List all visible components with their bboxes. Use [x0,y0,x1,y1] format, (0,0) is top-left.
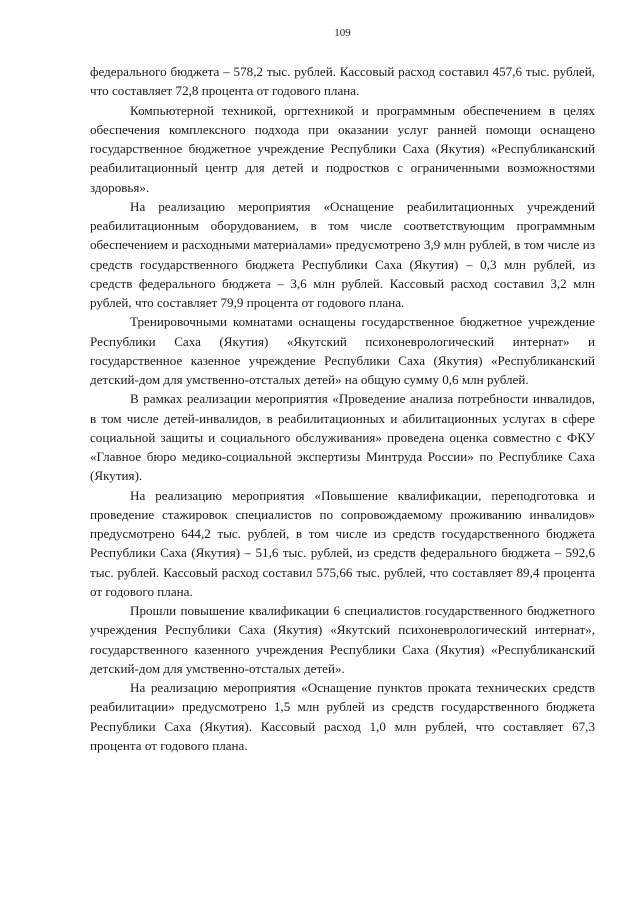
paragraph-qualification-funding: На реализацию мероприятия «Повышение квалификации, переподготовка и проведение стажировок специалистов по сопровождаемому проживанию инвалидов» предусмотрено 644,2 тыс. рублей, в том числе из средств государственного бюджета Республики Саха (Якутия) – 51,6 тыс. рублей, из средств федерального бюджета – 592,6 тыс. рублей. Кассовый расход составил 575,66 тыс. рублей, что составляет 89,4 процента от годового плана. [90,487,595,599]
paragraph-computer-equipment: Компьютерной техникой, оргтехникой и программным обеспечением в целях обеспечения комплексного подхода при оказании услуг ранней помощи оснащено государственное бюджетное учреждение Республики Саха (Якутия) «Республиканский реабилитационный центр для детей и подростков с ограниченными возможностями здоровья». [90,102,595,195]
document-body [90,62,595,755]
paragraph-training-rooms: Тренировочными комнатами оснащены государственное бюджетное учреждение Республики Саха (Якутия) «Якутский психоневрологический интернат» и государственное казенное учреждение Республики Саха (Якутия) «Республиканский детский-дом для умственно-отсталых детей» на общую сумму 0,6 млн рублей. [90,314,595,387]
paragraph-continuation: федерального бюджета – 578,2 тыс. рублей. Кассовый расход составил 457,6 тыс. рублей, что составляет 72,8 процента от годового плана. [90,64,595,99]
paragraph-needs-analysis: В рамках реализации мероприятия «Проведение анализа потребности инвалидов, в том числе детей-инвалидов, в реабилитационных и абилитационных услугах в сфере социальной защиты и социального обслуживания» проведена оценка совместно с ФКУ «Главное бюро медико-социальной экспертизы Минтруда России» по Республике Саха (Якутия). [90,391,595,484]
paragraph-specialists-trained: Прошли повышение квалификации 6 специалистов государственного бюджетного учреждения Республики Саха (Якутия) «Якутский психоневрологический интернат», государственного казенного учреждения Республики Саха (Якутия) «Республиканский детский-дом для умственно-отсталых детей». [90,603,595,676]
page-number: 109 [334,27,351,39]
paragraph-rehab-equipment-funding: На реализацию мероприятия «Оснащение реабилитационных учреждений реабилитационным оборудованием, в том числе соответствующим программным обеспечением и расходными материалами» предусмотрено 3,9 млн рублей, в том числе из средств государственного бюджета Республики Саха (Якутия) – 0,3 млн рублей, из средств федерального бюджета – 3,6 млн рублей. Кассовый расход составил 3,2 млн рублей, что составляет 79,9 процента от годового плана. [90,198,595,310]
paragraph-rental-points: На реализацию мероприятия «Оснащение пунктов проката технических средств реабилитации» предусмотрено 1,5 млн рублей из средств государственного бюджета Республики Саха (Якутия). Кассовый расход 1,0 млн рублей, что составляет 67,3 процента от годового плана. [90,680,595,753]
